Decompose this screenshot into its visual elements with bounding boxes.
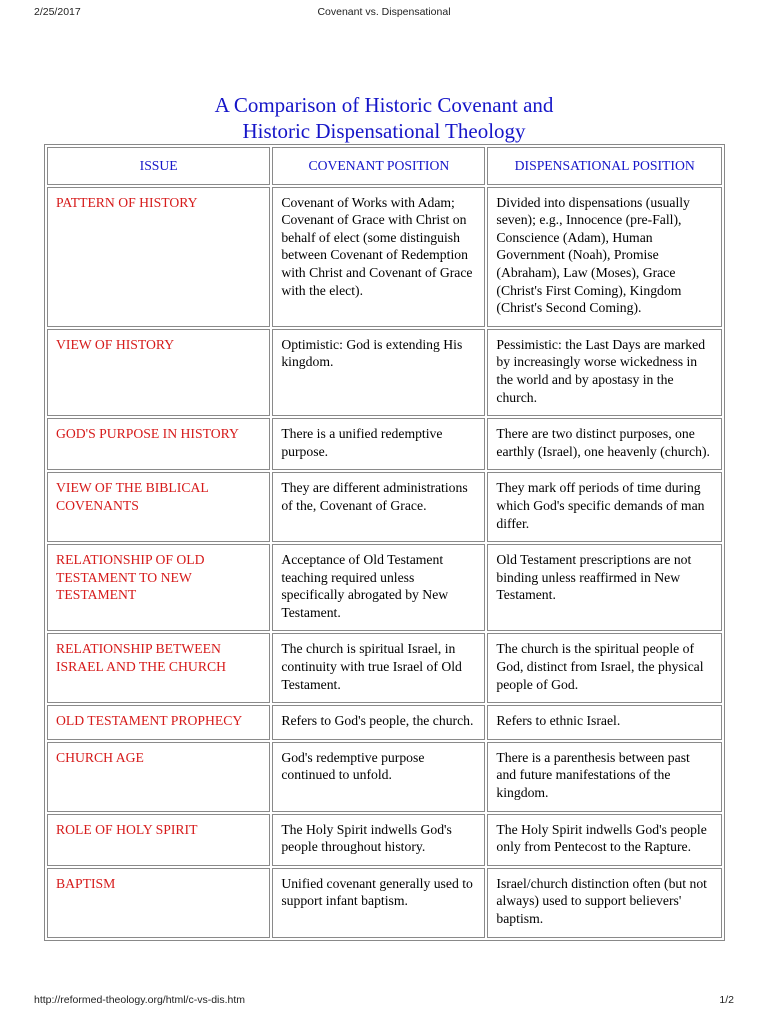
- dispensational-cell: Refers to ethnic Israel.: [487, 705, 722, 740]
- table-row: [47, 544, 722, 631]
- header-issue: ISSUE: [47, 147, 270, 185]
- dispensational-cell: Israel/church distinction often (but not always) used to support believers' baptism.: [487, 868, 722, 938]
- table-row: [47, 742, 722, 812]
- covenant-cell: Acceptance of Old Testament teaching required unless specifically abrogated by New Testament.: [272, 544, 485, 631]
- issue-cell: OLD TESTAMENT PROPHECY: [47, 705, 270, 740]
- issue-cell: GOD'S PURPOSE IN HISTORY: [47, 418, 270, 470]
- issue-cell: RELATIONSHIP BETWEEN ISRAEL AND THE CHURCH: [47, 633, 270, 703]
- table-row: [47, 705, 722, 740]
- covenant-cell: Covenant of Works with Adam; Covenant of Grace with Christ on behalf of elect (some distinguish between Covenant of Redemption with Christ and Covenant of Grace with the elect).: [272, 187, 485, 327]
- comparison-table: [44, 144, 725, 941]
- title-line-2: Historic Dispensational Theology: [242, 119, 526, 144]
- table-header-row: [47, 147, 722, 185]
- print-date: 2/25/2017: [34, 6, 81, 18]
- issue-cell: BAPTISM: [47, 868, 270, 938]
- covenant-cell: Unified covenant generally used to support infant baptism.: [272, 868, 485, 938]
- table-row: [47, 418, 722, 470]
- covenant-cell: The Holy Spirit indwells God's people throughout history.: [272, 814, 485, 866]
- page-number: 1/2: [719, 994, 734, 1006]
- covenant-cell: They are different administrations of the, Covenant of Grace.: [272, 472, 485, 542]
- dispensational-cell: There is a parenthesis between past and future manifestations of the kingdom.: [487, 742, 722, 812]
- issue-cell: CHURCH AGE: [47, 742, 270, 812]
- issue-cell: VIEW OF HISTORY: [47, 329, 270, 416]
- comparison-table-container: [44, 144, 725, 986]
- issue-cell: VIEW OF THE BIBLICAL COVENANTS: [47, 472, 270, 542]
- dispensational-cell: They mark off periods of time during which God's specific demands of man differ.: [487, 472, 722, 542]
- print-doc-title: Covenant vs. Dispensational: [317, 6, 451, 18]
- covenant-cell: Refers to God's people, the church.: [272, 705, 485, 740]
- table-row: [47, 633, 722, 703]
- table-row: [47, 472, 722, 542]
- title-line-1: A Comparison of Historic Covenant and: [214, 93, 554, 118]
- table-row: [47, 868, 722, 938]
- header-covenant-position: COVENANT POSITION: [272, 147, 485, 185]
- covenant-cell: God's redemptive purpose continued to unfold.: [272, 742, 485, 812]
- header-dispensational-position: DISPENSATIONAL POSITION: [487, 147, 722, 185]
- dispensational-cell: Divided into dispensations (usually seven); e.g., Innocence (pre-Fall), Conscience (Adam), Human Government (Noah), Promise (Abraham), Law (Moses), Grace (Christ's First Coming), Kingdom (Christ's Second Coming).: [487, 187, 722, 327]
- table-row: [47, 187, 722, 327]
- covenant-cell: Optimistic: God is extending His kingdom.: [272, 329, 485, 416]
- dispensational-cell: Old Testament prescriptions are not binding unless reaffirmed in New Testament.: [487, 544, 722, 631]
- dispensational-cell: The Holy Spirit indwells God's people only from Pentecost to the Rapture.: [487, 814, 722, 866]
- dispensational-cell: There are two distinct purposes, one earthly (Israel), one heavenly (church).: [487, 418, 722, 470]
- source-url[interactable]: http://reformed-theology.org/html/c-vs-dis.htm: [34, 994, 246, 1006]
- dispensational-cell: The church is the spiritual people of God, distinct from Israel, the physical people of God.: [487, 633, 722, 703]
- issue-cell: ROLE OF HOLY SPIRIT: [47, 814, 270, 866]
- table-row: [47, 329, 722, 416]
- page-title: [0, 92, 768, 144]
- issue-cell: RELATIONSHIP OF OLD TESTAMENT TO NEW TESTAMENT: [47, 544, 270, 631]
- issue-cell: PATTERN OF HISTORY: [47, 187, 270, 327]
- covenant-cell: There is a unified redemptive purpose.: [272, 418, 485, 470]
- table-row: [47, 814, 722, 866]
- dispensational-cell: Pessimistic: the Last Days are marked by increasingly worse wickedness in the world and by apostasy in the church.: [487, 329, 722, 416]
- covenant-cell: The church is spiritual Israel, in continuity with true Israel of Old Testament.: [272, 633, 485, 703]
